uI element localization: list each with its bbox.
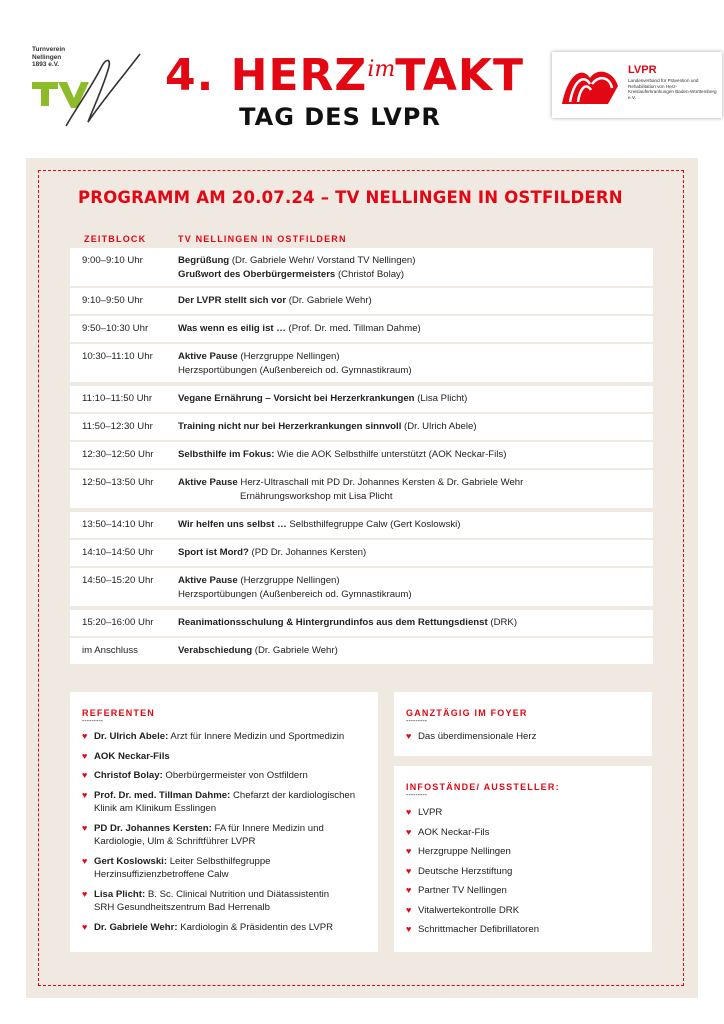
list-item: ♥ PD Dr. Johannes Kersten: FA für Innere Medizin und Kardiologie, Ulm & Schriftführer LVPR: [82, 822, 324, 847]
list-item: ♥ Herzgruppe Nellingen: [406, 846, 511, 857]
title-rule: ---------: [82, 718, 103, 725]
infostaende-box: [394, 766, 652, 952]
foyer-box: [394, 692, 652, 756]
tv-nellingen-logo: [28, 46, 160, 130]
list-item: ♥ AOK Neckar-Fils: [82, 750, 170, 762]
list-item: ♥ Dr. Gabriele Wehr: Kardiologin & Präsidentin des LVPR: [82, 921, 334, 933]
list-item: ♥ Lisa Plicht: B. Sc. Clinical Nutrition und Diätassistentin SRH Gesundheitszentrum Bad Herrenalb: [82, 888, 330, 913]
event-title: [165, 44, 524, 132]
schedule-row: 11:10–11:50 Uhr Vegane Ernährung – Vorsicht bei Herzerkrankungen (Lisa Plicht): [70, 386, 653, 412]
heart-icon: ♥: [82, 770, 88, 780]
referenten-box: [70, 692, 378, 952]
list-item: ♥ Gert Koslowski: Leiter Selbsthilfegruppe Herzinsuffizienzbetroffene Calw: [82, 855, 271, 880]
heart-icon: ♥: [82, 789, 88, 800]
list-item: ♥ Partner TV Nellingen: [406, 885, 507, 896]
schedule-row: 14:10–14:50 Uhr Sport ist Mord? (PD Dr. Johannes Kersten): [70, 540, 653, 566]
heart-icon: ♥: [82, 888, 88, 899]
list-item: ♥ Schrittmacher Defibrillatoren: [406, 924, 540, 935]
schedule-row: 12:30–12:50 Uhr Selbsthilfe im Fokus: Wie die AOK Selbsthilfe unterstützt (AOK Neckar-Fils): [70, 442, 653, 468]
list-item: ♥ Vitalwertekontrolle DRK: [406, 904, 520, 916]
column-header-time: ZEITBLOCK: [84, 234, 147, 244]
heart-icon: ♥: [82, 921, 88, 932]
heart-icon: ♥: [406, 924, 412, 934]
foyer-list: [406, 730, 536, 744]
foyer-title: GANZTÄGIG IM FOYER: [406, 708, 528, 718]
lvpr-org-name: Landesverband für Prävention und Rehabilitation von Herz-Kreislauferkrankungen Baden-Württemberg e.V.: [628, 78, 717, 100]
schedule-row: 10:30–11:10 Uhr Aktive Pause (Herzgruppe Nellingen) Herzsportübungen (Außenbereich od. Gymnastikraum): [70, 344, 653, 382]
heart-icon: ♥: [406, 826, 412, 837]
schedule-row: im Anschluss Verabschiedung (Dr. Gabriele Wehr): [70, 638, 653, 664]
schedule-row: 13:50–14:10 Uhr Wir helfen uns selbst … Selbsthilfegruppe Calw (Gert Koslowski): [70, 512, 653, 538]
schedule-row: 12:50–13:50 Uhr Aktive Pause Herz-Ultraschall mit PD Dr. Johannes Kersten & Dr. Gabriele Wehr Ernährungsworkshop mit Lisa Plicht: [70, 470, 653, 508]
infostaende-title: INFOSTÄNDE/ AUSSTELLER:: [406, 782, 560, 792]
schedule-row: 9:50–10:30 Uhr Was wenn es eilig ist … (Prof. Dr. med. Tillman Dahme): [70, 316, 653, 342]
schedule-row: 15:20–16:00 Uhr Reanimationsschulung & Hintergrundinfos aus dem Rettungsdienst (DRK): [70, 610, 653, 636]
infostaende-list: [406, 806, 539, 937]
heart-icon: ♥: [406, 885, 412, 895]
heart-icon: ♥: [406, 846, 412, 856]
lvpr-heart-icon: [560, 64, 620, 106]
list-item: ♥ AOK Neckar-Fils: [406, 826, 490, 838]
title-rule: ---------: [406, 718, 427, 725]
schedule-row: 14:50–15:20 Uhr Aktive Pause (Herzgruppe Nellingen) Herzsportübungen (Außenbereich od. Gymnastikraum): [70, 568, 653, 606]
title-rule: ---------: [406, 792, 427, 799]
heart-icon: ♥: [406, 807, 412, 817]
heart-icon: ♥: [82, 822, 88, 833]
main-title: 4. $HERZ^{im}TAKT$: [165, 50, 524, 101]
tv-emblem-icon: [28, 46, 160, 130]
heart-icon: ♥: [82, 750, 88, 761]
list-item: ♥ Christof Bolay: Oberbürgermeister von Ostfildern: [82, 770, 308, 781]
program-title: PROGRAMM AM 20.07.24 – TV NELLINGEN IN OSTFILDERN: [78, 188, 623, 207]
column-header-place: TV NELLINGEN IN OSTFILDERN: [178, 234, 347, 244]
schedule-row: 9:10–9:50 Uhr Der LVPR stellt sich vor (Dr. Gabriele Wehr): [70, 288, 653, 314]
lvpr-brand: LVPR: [628, 64, 657, 76]
schedule-row: 11:50–12:30 Uhr Training nicht nur bei Herzerkrankungen sinnvoll (Dr. Ulrich Abele): [70, 414, 653, 440]
list-item: ♥ Prof. Dr. med. Tillman Dahme: Chefarzt der kardiologischen Klinik am Klinikum Esslingen: [82, 789, 356, 814]
referenten-list: [82, 730, 355, 934]
list-item: ♥ Deutsche Herzstiftung: [406, 865, 513, 877]
list-item: ♥ Dr. Ulrich Abele: Arzt für Innere Medizin und Sportmedizin: [82, 731, 345, 742]
lvpr-logo: [552, 52, 722, 118]
heart-icon: ♥: [406, 865, 412, 876]
referenten-title: REFERENTEN: [82, 708, 156, 718]
heart-icon: ♥: [82, 855, 88, 866]
club-name: Turnverein Nellingen 1893 e.V.: [32, 46, 66, 68]
schedule-row: 9:00–9:10 Uhr Begrüßung (Dr. Gabriele Wehr/ Vorstand TV Nellingen) Grußwort des Oberbürgermeisters (Christof Bolay): [70, 248, 653, 286]
heart-icon: ♥: [82, 731, 88, 741]
sub-title: TAG DES LVPR: [239, 103, 441, 131]
heart-icon: ♥: [406, 904, 412, 915]
list-item: ♥ LVPR: [406, 807, 443, 818]
list-item: ♥ Das überdimensionale Herz: [406, 731, 537, 742]
heart-icon: ♥: [406, 731, 412, 741]
